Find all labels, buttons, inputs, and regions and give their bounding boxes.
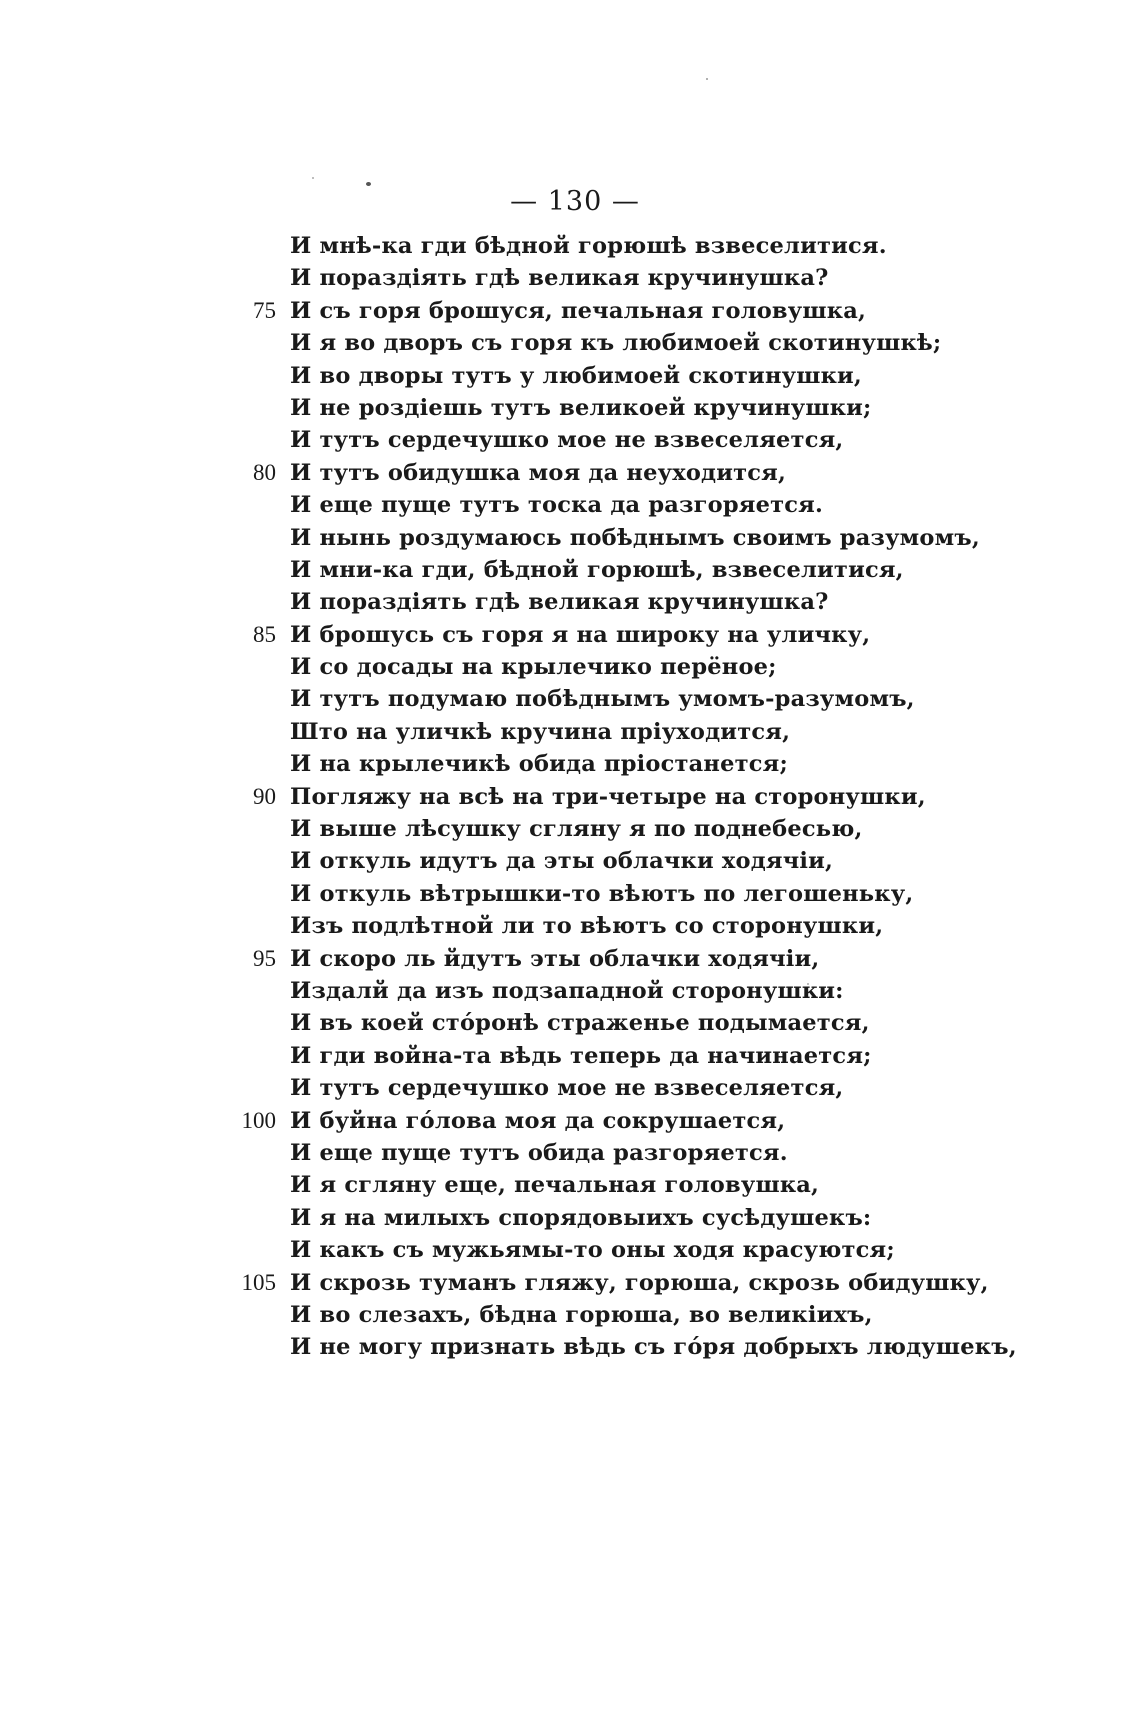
verse-line (0, 1137, 1140, 1169)
line-number: 85 (253, 621, 276, 647)
verse-block (0, 230, 1140, 1364)
verse-line (0, 1072, 1140, 1104)
verse-text: И тутъ подумаю побѣднымъ умомъ-разумомъ, (290, 686, 915, 713)
verse-text: Што на уличкѣ кручина пріуходится, (290, 718, 791, 745)
verse-text: И гди война-та вѣдь теперь да начинается; (290, 1042, 872, 1069)
verse-line (0, 878, 1140, 910)
verse-text: И пораздіять гдѣ великая кручинушка? (290, 589, 829, 616)
verse-text: И пораздіять гдѣ великая кручинушка? (290, 265, 829, 292)
verse-text: И тутъ сердечушко мое не взвеселяется, (290, 427, 844, 454)
verse-line (0, 1040, 1140, 1072)
verse-text: И не могу признать вѣдь съ гóря добрыхъ людушекъ, (290, 1334, 1017, 1361)
verse-line (0, 1299, 1140, 1331)
verse-line (0, 262, 1140, 294)
verse-line (0, 943, 1140, 975)
verse-text: И еще пуще тутъ обида разгоряется. (290, 1139, 788, 1166)
verse-line (0, 813, 1140, 845)
verse-line (0, 392, 1140, 424)
verse-text: Изъ подлѣтной ли то вѣютъ со сторонушки, (290, 913, 884, 940)
verse-text: И откуль идутъ да эты облачки ходячіи, (290, 848, 834, 875)
verse-line (0, 1267, 1140, 1299)
verse-line (0, 424, 1140, 456)
verse-line (0, 1234, 1140, 1266)
verse-line (0, 457, 1140, 489)
verse-line (0, 1007, 1140, 1039)
verse-text: И буйна гóлова моя да сокрушается, (290, 1107, 786, 1134)
verse-text: И въ коей стóронѣ страженье подымается, (290, 1010, 870, 1037)
verse-line (0, 327, 1140, 359)
verse-line (0, 586, 1140, 618)
verse-text: И откуль вѣтрышки-то вѣютъ по легошеньку, (290, 880, 914, 907)
verse-line (0, 360, 1140, 392)
verse-line (0, 651, 1140, 683)
verse-text: И на крылечикѣ обида пріостанется; (290, 751, 788, 778)
verse-text: И скрозь туманъ гляжу, горюша, скрозь обидушку, (290, 1269, 989, 1296)
verse-text: Издалй да изъ подзападной сторонушки: (290, 977, 844, 1004)
verse-line (0, 975, 1140, 1007)
verse-text: И тутъ сердечушко мое не взвеселяется, (290, 1075, 844, 1102)
page-number: — 130 — (510, 186, 640, 217)
verse-text: И я сгляну еще, печальная головушка, (290, 1172, 820, 1199)
verse-text: Погляжу на всѣ на три-четыре на сторонушки, (290, 783, 926, 810)
verse-text: И еще пуще тутъ тоска да разгоряется. (290, 492, 823, 519)
line-number: 105 (241, 1269, 276, 1295)
verse-line (0, 522, 1140, 554)
verse-text: И нынь роздумаюсь побѣднымъ своимъ разумомъ, (290, 524, 980, 551)
line-number: 75 (253, 297, 276, 323)
verse-text: И я на милыхъ спорядовыихъ сусѣдушекъ: (290, 1204, 872, 1231)
verse-line (0, 1105, 1140, 1137)
verse-line (0, 910, 1140, 942)
verse-line (0, 748, 1140, 780)
verse-text: И какъ съ мужьямы-то оны ходя красуются; (290, 1237, 895, 1264)
verse-line (0, 683, 1140, 715)
verse-line (0, 619, 1140, 651)
verse-line (0, 554, 1140, 586)
verse-line (0, 1202, 1140, 1234)
verse-text: И во дворы тутъ у любимоей скотинушки, (290, 362, 862, 389)
verse-text: И мни-ка гди, бѣдной горюшѣ, взвеселитися, (290, 556, 904, 583)
line-number: 95 (253, 945, 276, 971)
verse-text: И во слезахъ, бѣдна горюша, во великіихъ, (290, 1301, 873, 1328)
verse-line (0, 716, 1140, 748)
verse-line (0, 489, 1140, 521)
verse-line (0, 781, 1140, 813)
line-number: 80 (253, 459, 276, 485)
verse-text: И я во дворъ съ горя къ любимоей скотинушкѣ; (290, 330, 942, 357)
verse-line (0, 845, 1140, 877)
verse-text: И мнѣ-ка гди бѣдной горюшѣ взвеселитися. (290, 233, 887, 259)
verse-text: И со досады на крылечико перёное; (290, 654, 777, 681)
verse-text: И не роздіешь тутъ великоей кручинушки; (290, 394, 872, 421)
verse-line (0, 230, 1140, 262)
verse-text: И скоро ль йдутъ эты облачки ходячіи, (290, 945, 820, 972)
verse-text: И съ горя брошуся, печальная головушка, (290, 297, 867, 324)
verse-line (0, 1169, 1140, 1201)
verse-line (0, 295, 1140, 327)
verse-line (0, 1331, 1140, 1363)
line-number: 100 (241, 1107, 276, 1133)
line-number: 90 (253, 783, 276, 809)
ink-speck (312, 177, 314, 179)
ink-speck (706, 78, 708, 80)
verse-text: И тутъ обидушка моя да неуходится, (290, 459, 787, 486)
verse-text: И выше лѣсушку сгляну я по поднебесью, (290, 816, 863, 843)
verse-text: И брошусь съ горя я на широку на уличку, (290, 621, 871, 648)
